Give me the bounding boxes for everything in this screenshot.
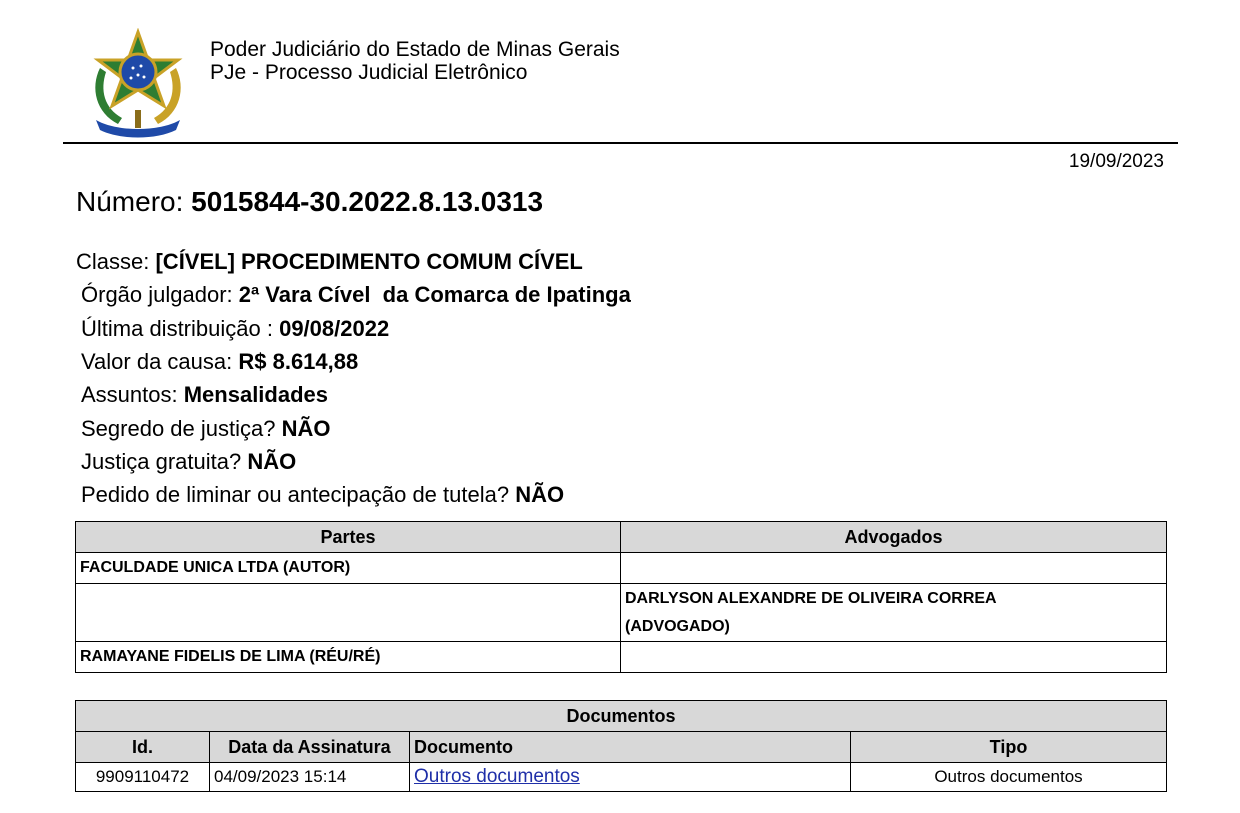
field-value: NÃO: [515, 482, 565, 507]
lawyer-name: DARLYSON ALEXANDRE DE OLIVEIRA CORREA: [625, 590, 997, 607]
court-line-1: Poder Judiciário do Estado de Minas Gerais: [210, 38, 620, 61]
field-ultima-distribuicao: [81, 316, 389, 342]
documents-header-row: [76, 732, 1167, 763]
field-value: Mensalidades: [183, 382, 328, 407]
doc-link-cell: [410, 763, 851, 792]
field-pedido-liminar: [81, 482, 564, 508]
documents-title-row: [76, 701, 1167, 732]
field-label: Valor da causa:: [81, 349, 239, 374]
report-date: 19/09/2023: [1068, 151, 1164, 172]
process-number-label: Número:: [76, 186, 192, 217]
field-value: 2ª Vara Cível da Comarca de Ipatinga: [238, 282, 631, 307]
lawyer-cell: [621, 642, 1167, 673]
table-row: [76, 553, 1167, 584]
header-divider: [63, 142, 1178, 144]
field-label: Segredo de justiça?: [81, 416, 282, 441]
column-header-partes: Partes: [76, 522, 621, 553]
process-number-value: 5015844-30.2022.8.13.0313: [191, 186, 544, 217]
field-valor-da-causa: [81, 349, 358, 375]
column-header-advogados: Advogados: [621, 522, 1167, 553]
field-label: Órgão julgador:: [81, 282, 239, 307]
field-label: Classe:: [76, 249, 156, 274]
field-label: Última distribuição :: [81, 316, 280, 341]
doc-id-cell: 9909110472: [76, 763, 210, 792]
field-value: [CÍVEL] PROCEDIMENTO COMUM CÍVEL: [155, 249, 583, 274]
field-justica-gratuita: [81, 449, 296, 475]
documents-table: [75, 700, 1167, 792]
column-header-data-assinatura: Data da Assinatura: [210, 732, 410, 763]
documents-title: Documentos: [76, 701, 1167, 732]
field-label: Pedido de liminar ou antecipação de tutela?: [81, 482, 516, 507]
lawyer-role: (ADVOGADO): [625, 618, 730, 635]
doc-type-cell: Outros documentos: [851, 763, 1167, 792]
lawyer-cell: [621, 584, 1167, 642]
court-name: [210, 38, 620, 84]
parties-header-row: [76, 522, 1167, 553]
field-value: NÃO: [281, 416, 331, 441]
party-cell: FACULDADE UNICA LTDA (AUTOR): [76, 553, 621, 584]
field-classe: [76, 249, 583, 275]
column-header-documento: Documento: [410, 732, 851, 763]
field-label: Justiça gratuita?: [81, 449, 248, 474]
lawyer-cell: [621, 553, 1167, 584]
court-line-2: PJe - Processo Judicial Eletrônico: [210, 61, 528, 84]
field-value: 09/08/2022: [279, 316, 390, 341]
field-orgao-julgador: [81, 282, 631, 308]
document-link[interactable]: Outros documentos: [414, 766, 580, 787]
column-header-tipo: Tipo: [851, 732, 1167, 763]
field-label: Assuntos:: [81, 382, 184, 407]
process-number: [76, 186, 543, 218]
field-value: NÃO: [247, 449, 297, 474]
party-cell: RAMAYANE FIDELIS DE LIMA (RÉU/RÉ): [76, 642, 621, 673]
brazil-coat-of-arms-icon: [86, 28, 190, 138]
column-header-id: Id.: [76, 732, 210, 763]
parties-table: [75, 521, 1167, 673]
doc-date-cell: 04/09/2023 15:14: [210, 763, 410, 792]
table-row: [76, 642, 1167, 673]
party-cell: [76, 584, 621, 642]
field-value: R$ 8.614,88: [238, 349, 359, 374]
table-row: [76, 763, 1167, 792]
field-assuntos: [81, 382, 328, 408]
field-segredo-de-justica: [81, 416, 330, 442]
table-row: [76, 584, 1167, 642]
